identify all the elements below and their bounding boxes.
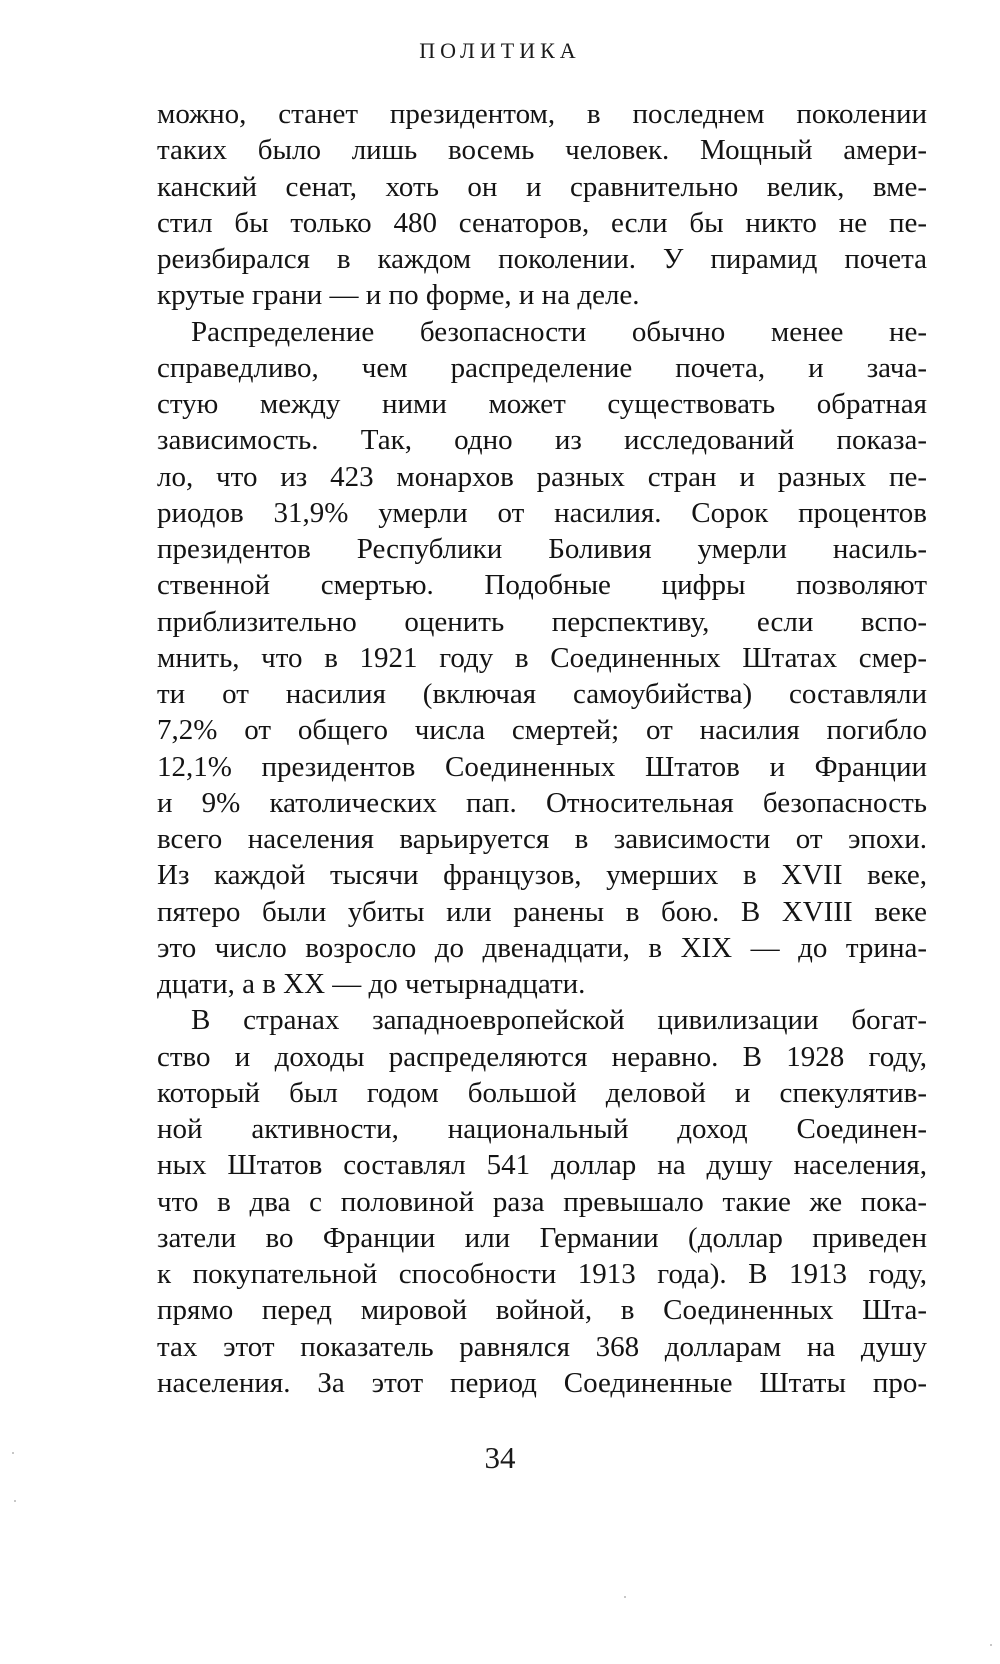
scan-speck <box>624 1596 626 1598</box>
text-line: 7,2% от общего числа смертей; от насилия погибло <box>157 714 927 747</box>
text-line: крутые грани — и по форме, и на деле. <box>157 279 640 312</box>
text-line: зависимость. Так, одно из исследований показа- <box>157 424 927 457</box>
text-line: к покупательной способности 1913 года). В 1913 году, <box>157 1258 927 1290</box>
text-line: реизбирался в каждом поколении. У пирамид почета <box>157 243 927 275</box>
text-line: Из каждой тысячи французов, умерших в XVII веке, <box>157 859 927 892</box>
text-line: что в два с половиной раза превышало такие же пока- <box>157 1185 927 1218</box>
text-line: затели во Франции или Германии (доллар приведен <box>157 1221 927 1254</box>
text-line: приблизительно оценить перспективу, если вспо- <box>157 605 927 638</box>
running-head: ПОЛИТИКА <box>419 38 581 63</box>
text-line: справедливо, чем распределение почета, и зача- <box>157 351 927 384</box>
text-line: пятеро были убиты или ранены в бою. В XVIII веке <box>157 895 927 928</box>
text-line: всего населения варьируется в зависимости от эпохи. <box>157 823 927 855</box>
text-line: который был годом большой деловой и спекулятив- <box>157 1076 927 1109</box>
text-line: ственной смертью. Подобные цифры позволяют <box>157 569 927 602</box>
text-line: ство и доходы распределяются неравно. В 1928 году, <box>157 1040 927 1073</box>
text-line: и 9% католических пап. Относительная безопасность <box>157 786 927 819</box>
text-line: это число возросло до двенадцати, в XIX — до трина- <box>157 931 927 964</box>
text-line: стую между ними может существовать обратная <box>157 388 927 420</box>
text-line: канский сенат, хоть он и сравнительно велик, вме- <box>157 170 927 203</box>
body-text <box>157 96 927 1401</box>
text-line: ло, что из 423 монархов разных стран и разных пе- <box>157 460 927 493</box>
text-line: ных Штатов составлял 541 доллар на душу населения, <box>157 1149 927 1182</box>
text-line: прямо перед мировой войной, в Соединенных Шта- <box>157 1294 927 1327</box>
text-line: тах этот показатель равнялся 368 долларам на душу <box>157 1330 927 1363</box>
scan-speck <box>14 1500 16 1502</box>
scan-speck <box>990 1644 992 1646</box>
scan-speck <box>12 1452 14 1454</box>
text-line: дцати, а в XX — до четырнадцати. <box>157 968 586 1000</box>
text-line: населения. За этот период Соединенные Штаты про- <box>157 1366 927 1399</box>
paragraph-start-line: В странах западноевропейской цивилизации богат- <box>191 1004 927 1037</box>
text-line: ной активности, национальный доход Соединен- <box>157 1113 927 1145</box>
text-line: таких было лишь восемь человек. Мощный амери- <box>157 134 927 167</box>
text-line: президентов Республики Боливия умерли насиль- <box>157 533 927 565</box>
text-line: ти от насилия (включая самоубийства) составляли <box>157 678 927 710</box>
page-number: 34 <box>484 1440 516 1475</box>
text-line: мнить, что в 1921 году в Соединенных Штатах смер- <box>157 641 927 674</box>
paragraph-start-line: Распределение безопасности обычно менее не- <box>191 315 927 348</box>
text-line: можно, станет президентом, в последнем поколении <box>157 98 927 130</box>
text-line: риодов 31,9% умерли от насилия. Сорок процентов <box>157 496 927 529</box>
text-line: 12,1% президентов Соединенных Штатов и Франции <box>157 750 927 783</box>
text-line: стил бы только 480 сенаторов, если бы никто не пе- <box>157 206 927 239</box>
